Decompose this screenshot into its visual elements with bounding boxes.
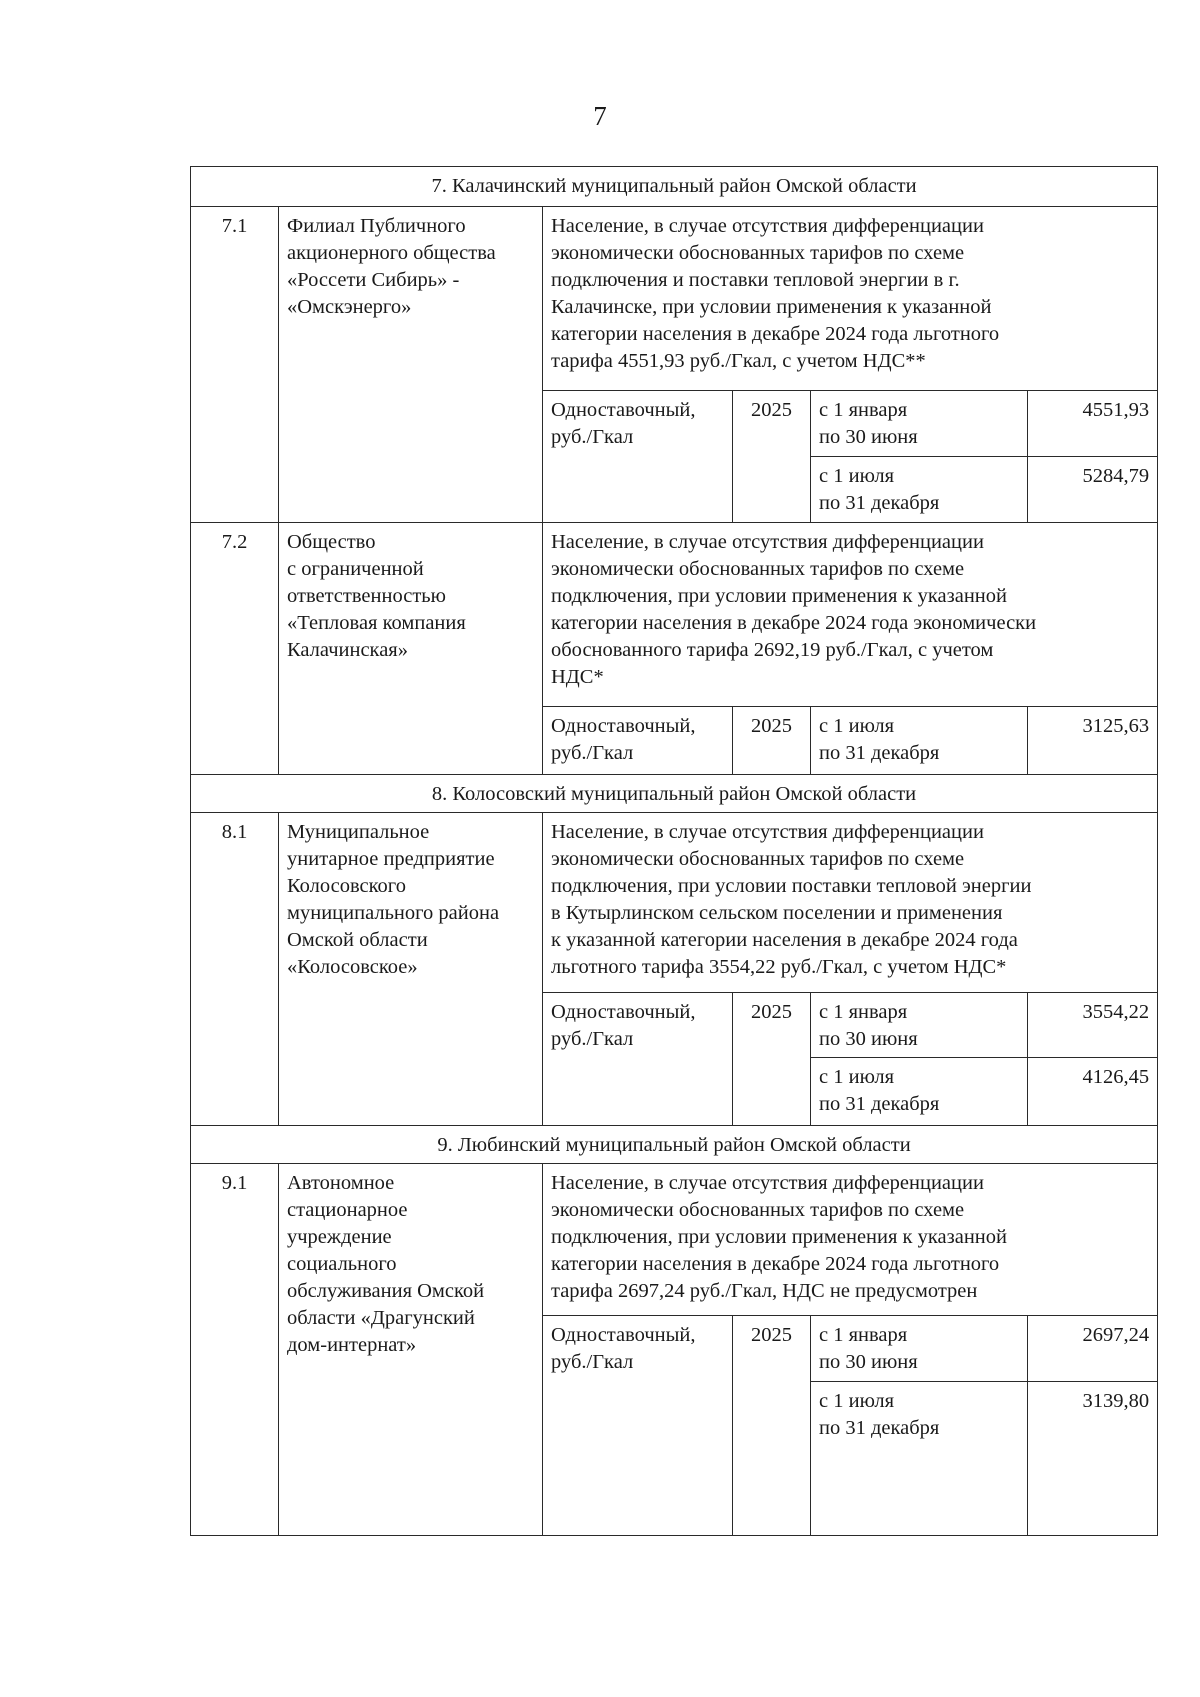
tariff-table xyxy=(190,166,1158,1536)
tariff-period xyxy=(811,993,1028,1058)
tariff-type-line: руб./Гкал xyxy=(551,426,634,448)
description-line: подключения и поставки тепловой энергии в г. xyxy=(551,269,960,291)
entry-number: 8.1 xyxy=(191,813,279,1126)
period-line: с 1 июля xyxy=(819,1066,895,1088)
organization-name xyxy=(279,1164,543,1536)
period-line: с 1 июля xyxy=(819,1390,895,1412)
organization-name xyxy=(279,523,543,775)
tariff-type-line: руб./Гкал xyxy=(551,1028,634,1050)
tariff-type-line: Одноставочный, xyxy=(551,1324,696,1346)
period-line: с 1 июля xyxy=(819,715,895,737)
org-line: «Россети Сибирь» - xyxy=(287,269,460,291)
period-line: по 30 июня xyxy=(819,1351,918,1373)
description-line: категории населения в декабре 2024 года льготного xyxy=(551,323,1000,345)
tariff-year: 2025 xyxy=(733,391,811,523)
tariff-type-line: руб./Гкал xyxy=(551,1351,634,1373)
org-line: «Омскэнерго» xyxy=(287,296,412,318)
org-line: муниципального района xyxy=(287,902,500,924)
org-line: области «Драгунский xyxy=(287,1307,475,1329)
tariff-period xyxy=(811,707,1028,775)
org-line: Общество xyxy=(287,531,376,553)
org-line: Филиал Публичного xyxy=(287,215,466,237)
org-line: унитарное предприятие xyxy=(287,848,495,870)
description-line: категории населения в декабре 2024 года экономически xyxy=(551,612,1037,634)
period-line: с 1 января xyxy=(819,1324,908,1346)
entry-number: 7.2 xyxy=(191,523,279,775)
description-line: Население, в случае отсутствия дифференциации xyxy=(551,821,984,843)
section-title: 9. Любинский муниципальный район Омской области xyxy=(191,1126,1158,1164)
description-line: экономически обоснованных тарифов по схеме xyxy=(551,1199,965,1221)
period-line: с 1 июля xyxy=(819,465,895,487)
description-line: подключения, при условии поставки тепловой энергии xyxy=(551,875,1032,897)
organization-name xyxy=(279,207,543,523)
tariff-value: 3139,80 xyxy=(1028,1382,1158,1536)
tariff-year: 2025 xyxy=(733,707,811,775)
org-line: «Колосовское» xyxy=(287,956,418,978)
tariff-period xyxy=(811,391,1028,457)
page-number: 7 xyxy=(593,101,607,131)
tariff-type xyxy=(543,993,733,1126)
tariff-period xyxy=(811,1382,1028,1536)
description-line: НДС* xyxy=(551,666,604,688)
description-line: тарифа 4551,93 руб./Гкал, с учетом НДС** xyxy=(551,350,926,372)
period-line: по 31 декабря xyxy=(819,492,940,514)
org-line: с ограниченной xyxy=(287,558,424,580)
tariff-value: 3554,22 xyxy=(1028,993,1158,1058)
description-line: подключения, при условии применения к указанной xyxy=(551,585,1007,607)
tariff-period xyxy=(811,457,1028,523)
period-line: по 30 июня xyxy=(819,426,918,448)
description-line: подключения, при условии применения к указанной xyxy=(551,1226,1007,1248)
description-line: Население, в случае отсутствия дифференциации xyxy=(551,1172,984,1194)
description-line: обоснованного тарифа 2692,19 руб./Гкал, с учетом xyxy=(551,639,994,661)
tariff-type xyxy=(543,707,733,775)
tariff-type-line: Одноставочный, xyxy=(551,715,696,737)
org-line: акционерного общества xyxy=(287,242,496,264)
table-row xyxy=(191,813,1158,993)
period-line: по 30 июня xyxy=(819,1028,918,1050)
section-title: 7. Калачинский муниципальный район Омской области xyxy=(191,167,1158,207)
organization-name xyxy=(279,813,543,1126)
tariff-period xyxy=(811,1316,1028,1382)
tariff-type xyxy=(543,1316,733,1536)
org-line: Муниципальное xyxy=(287,821,430,843)
section-header-row xyxy=(191,167,1158,207)
section-header-row xyxy=(191,1126,1158,1164)
description-line: льготного тарифа 3554,22 руб./Гкал, с учетом НДС* xyxy=(551,956,1007,978)
org-line: социального xyxy=(287,1253,397,1275)
tariff-value: 3125,63 xyxy=(1028,707,1158,775)
org-line: Колосовского xyxy=(287,875,406,897)
tariff-value: 4551,93 xyxy=(1028,391,1158,457)
tariff-value: 4126,45 xyxy=(1028,1058,1158,1126)
org-line: «Тепловая компания xyxy=(287,612,466,634)
description-line: к указанной категории населения в декабре 2024 года xyxy=(551,929,1018,951)
org-line: Калачинская» xyxy=(287,639,408,661)
section-header-row xyxy=(191,775,1158,813)
consumer-description xyxy=(543,813,1158,993)
tariff-period xyxy=(811,1058,1028,1126)
description-line: тарифа 2697,24 руб./Гкал, НДС не предусмотрен xyxy=(551,1280,978,1302)
tariff-year: 2025 xyxy=(733,993,811,1126)
consumer-description xyxy=(543,1164,1158,1316)
period-line: по 31 декабря xyxy=(819,1093,940,1115)
table-row xyxy=(191,207,1158,391)
description-line: экономически обоснованных тарифов по схеме xyxy=(551,848,965,870)
description-line: в Кутырлинском сельском поселении и применения xyxy=(551,902,1003,924)
table-row xyxy=(191,1164,1158,1316)
tariff-type-line: руб./Гкал xyxy=(551,742,634,764)
period-line: по 31 декабря xyxy=(819,742,940,764)
org-line: дом-интернат» xyxy=(287,1334,417,1356)
org-line: учреждение xyxy=(287,1226,392,1248)
description-line: Население, в случае отсутствия дифференциации xyxy=(551,531,984,553)
consumer-description xyxy=(543,207,1158,391)
org-line: стационарное xyxy=(287,1199,408,1221)
entry-number: 9.1 xyxy=(191,1164,279,1536)
consumer-description xyxy=(543,523,1158,707)
period-line: с 1 января xyxy=(819,1001,908,1023)
tariff-value: 2697,24 xyxy=(1028,1316,1158,1382)
description-line: категории населения в декабре 2024 года льготного xyxy=(551,1253,1000,1275)
org-line: Автономное xyxy=(287,1172,395,1194)
entry-number: 7.1 xyxy=(191,207,279,523)
table-row xyxy=(191,523,1158,707)
description-line: Население, в случае отсутствия дифференциации xyxy=(551,215,984,237)
tariff-value: 5284,79 xyxy=(1028,457,1158,523)
tariff-type-line: Одноставочный, xyxy=(551,1001,696,1023)
org-line: обслуживания Омской xyxy=(287,1280,485,1302)
description-line: экономически обоснованных тарифов по схеме xyxy=(551,242,965,264)
description-line: экономически обоснованных тарифов по схеме xyxy=(551,558,965,580)
section-title: 8. Колосовский муниципальный район Омской области xyxy=(191,775,1158,813)
period-line: по 31 декабря xyxy=(819,1417,940,1439)
org-line: Омской области xyxy=(287,929,428,951)
period-line: с 1 января xyxy=(819,399,908,421)
tariff-type xyxy=(543,391,733,523)
tariff-type-line: Одноставочный, xyxy=(551,399,696,421)
tariff-year: 2025 xyxy=(733,1316,811,1536)
org-line: ответственностью xyxy=(287,585,446,607)
description-line: Калачинске, при условии применения к указанной xyxy=(551,296,992,318)
